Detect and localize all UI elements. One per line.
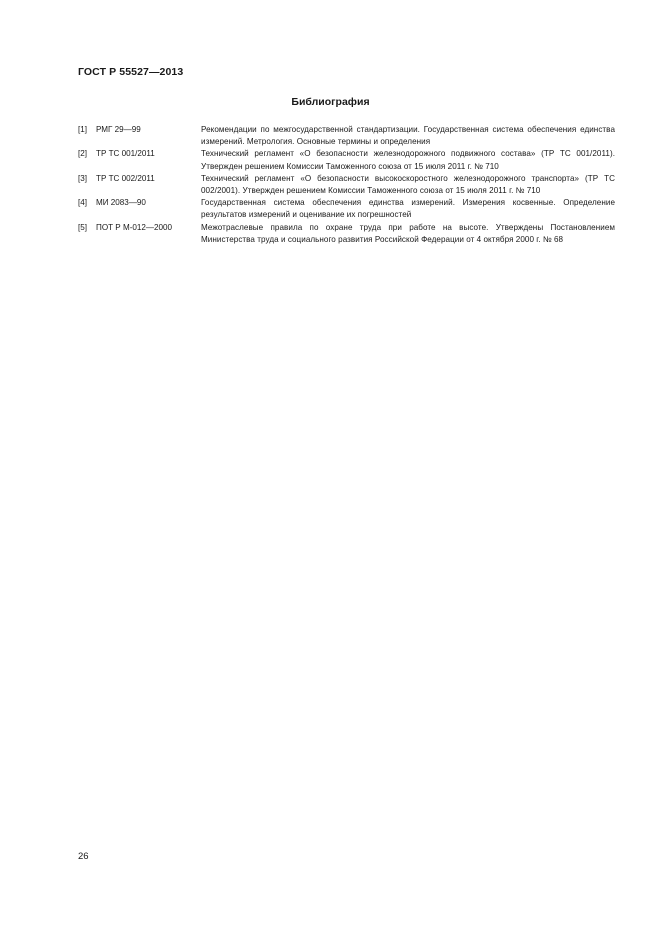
bibliography-entry [78, 148, 615, 172]
entry-number: [5] [78, 222, 87, 232]
entry-code: ПОТ Р М-012—2000 [96, 222, 172, 232]
entry-number: [1] [78, 125, 87, 134]
entry-number: [2] [78, 149, 87, 159]
bibliography-entry [78, 173, 615, 197]
entry-text: Технический регламент «О безопасности железнодорожного подвижного состава» (ТР ТС 001/2011). Утвержден решением Комиссии Таможенного союза от 15 июля 2011 г. № 710 [201, 149, 615, 171]
bibliography-entry [78, 222, 615, 246]
bibliography-list [78, 124, 615, 246]
entry-text: Межотраслевые правила по охране труда при работе на высоте. Утверждены Постановлением Министерства труда и социального развития Российской Федерации от 4 октября 2000 г. № 68 [201, 222, 615, 244]
entry-code: МИ 2083—90 [96, 198, 146, 208]
entry-text: Государственная система обеспечения единства измерений. Измерения косвенные. Определение результатов измерений и оценивание их погрешностей [201, 198, 615, 220]
entry-text: Рекомендации по межгосударственной стандартизации. Государственная система обеспечения единства измерений. Метрология. Основные термины и определения [201, 125, 615, 147]
entry-code: ТР ТС 002/2011 [96, 173, 155, 183]
page-number: 26 [78, 851, 89, 862]
bibliography-entry [78, 124, 615, 148]
bibliography-entry [78, 197, 615, 221]
entry-code: ТР ТС 001/2011 [96, 149, 155, 159]
section-title: Библиография [291, 96, 370, 108]
entry-text: Технический регламент «О безопасности высокоскоростного железнодорожного транспорта» (ТР ТС 002/2001). Утвержден решением Комиссии Таможенного союза от 15 июля 2011 г. № 710 [201, 173, 615, 196]
entry-number: [3] [78, 173, 87, 183]
entry-number: [4] [78, 198, 87, 208]
entry-code: РМГ 29—99 [96, 125, 141, 134]
document-header: ГОСТ Р 55527—2013 [78, 66, 184, 78]
